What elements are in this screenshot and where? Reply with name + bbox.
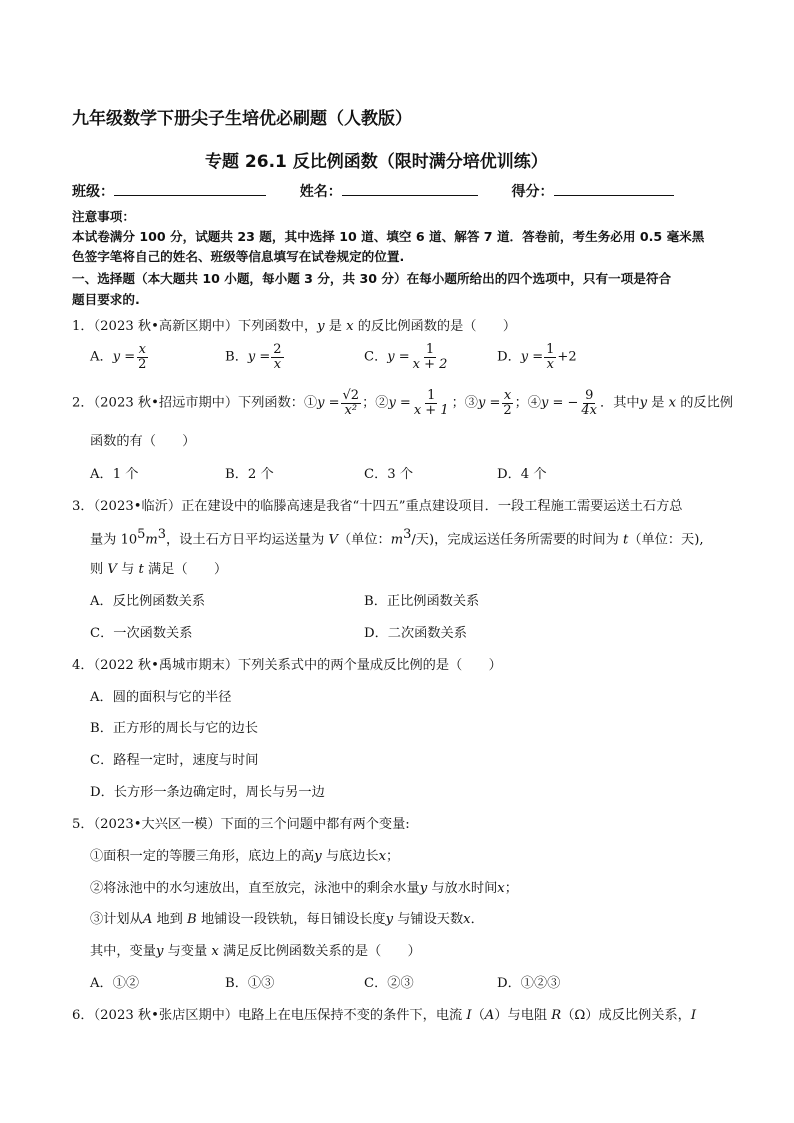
topic-title: 专题 26.1 反比例函数（限时满分培优训练） xyxy=(205,152,548,172)
section1-line-1: 一、选择题（本大题共 10 小题，每小题 3 分，共 30 分）在每小题所给出的四个选项中，只有一项是符合 xyxy=(72,271,672,286)
q6-stem: 6．（2023 秋•张店区期中）电路上在电压保持不变的条件下，电流 I（A）与电阻 R（Ω）成反比例关系，I xyxy=(72,1008,697,1023)
q2-option-b[interactable]: B．2 个 xyxy=(225,467,274,482)
q5-ask: 其中，变量y 与变量 x 满足反比例函数关系的是（ ） xyxy=(90,944,421,959)
name-blank[interactable] xyxy=(342,181,478,196)
section1-line-2: 题目要求的. xyxy=(72,292,140,307)
notice-title: 注意事项： xyxy=(72,209,135,224)
q4-option-d[interactable]: D．长方形一条边确定时，周长与另一边 xyxy=(90,785,325,800)
q2-stem: 2．（2023 秋•招远市期中）下列函数：①y = $\frac{√2}{\text{x²}}$ ；②y = $\frac{1}{x + 1}$ ；③y = $\frac{x}{2}$ ；④y = − $\frac{9}{4x}$ ．其中y 是 x 的反比例 xyxy=(72,388,733,418)
q3-option-a[interactable]: A．反比例函数关系 xyxy=(90,594,206,609)
q5-item-3: ③计划从A 地到 B 地铺设一段铁轨，每日铺设长度y 与铺设天数x． xyxy=(90,912,484,927)
q3-option-d[interactable]: D．二次函数关系 xyxy=(364,626,467,641)
q4-option-a[interactable]: A．圆的面积与它的半径 xyxy=(90,690,232,705)
q4-option-b[interactable]: B．正方形的周长与它的边长 xyxy=(90,721,258,736)
class-blank[interactable] xyxy=(114,181,266,196)
info-line xyxy=(72,181,674,201)
q4-option-c[interactable]: C．路程一定时，速度与时间 xyxy=(90,753,259,768)
notice-line-1: 本试卷满分 100 分，试题共 23 题，其中选择 10 道、填空 6 道、解答 7 道．答卷前，考生务必用 0.5 毫米黑 xyxy=(72,229,705,244)
q1-option-c[interactable]: C．y = $\frac{1}{x + 2}$ xyxy=(364,342,448,372)
q5-option-c[interactable]: C．②③ xyxy=(364,976,414,991)
q3-stem-line-2: 量为 $10^5m^3$，设土石方日平均运送量为 V（单位：$m^3/$天)，完成运送任务所需要的时间为 t（单位：天), xyxy=(90,527,704,548)
notice-line-2: 色签字笔将自己的姓名、班级等信息填写在试卷规定的位置. xyxy=(72,249,405,264)
q1-option-d[interactable]: D．y = $\frac{1}{x}$ +2 xyxy=(497,342,577,372)
q3-stem-line-1: 3．（2023•临沂）正在建设中的临滕高速是我省“十四五”重点建设项目．一段工程施工需要运送土石方总 xyxy=(72,499,683,514)
q5-option-d[interactable]: D．①②③ xyxy=(497,976,561,991)
q5-option-b[interactable]: B．①③ xyxy=(225,976,275,991)
class-label: 班级： xyxy=(72,184,114,200)
q5-item-1: ①面积一定的等腰三角形，底边上的高y 与底边长x； xyxy=(90,849,400,864)
q2-option-c[interactable]: C．3 个 xyxy=(364,467,414,482)
q5-item-2: ②将泳池中的水匀速放出，直至放完，泳池中的剩余水量y 与放水时间x； xyxy=(90,881,518,896)
q2-option-a[interactable]: A．1 个 xyxy=(90,467,139,482)
q5-stem: 5．（2023•大兴区一模）下面的三个问题中都有两个变量: xyxy=(72,817,410,832)
q3-option-b[interactable]: B．正比例函数关系 xyxy=(364,594,480,609)
q5-option-a[interactable]: A．①② xyxy=(90,976,140,991)
name-label: 姓名： xyxy=(299,184,342,200)
q4-stem: 4．（2022 秋•禹城市期末）下列关系式中的两个量成反比例的是（ ） xyxy=(72,658,502,673)
q3-option-c[interactable]: C．一次函数关系 xyxy=(90,626,193,641)
series-title: 九年级数学下册尖子生培优必刷题（人教版） xyxy=(72,109,412,129)
score-label: 得分： xyxy=(511,184,554,200)
q3-stem-line-3: 则 V 与 t 满足（ ） xyxy=(90,562,228,577)
q2-option-d[interactable]: D．4 个 xyxy=(497,467,547,482)
q2-stem-line-2: 函数的有（ ） xyxy=(90,434,196,449)
q1-stem: 1．（2023 秋•高新区期中）下列函数中，y 是 x 的反比例函数的是（ ） xyxy=(72,319,517,334)
q1-option-b[interactable]: B．y = $\frac{2}{x}$ xyxy=(225,342,282,372)
q1-option-a[interactable]: A．y = $\frac{x}{2}$ xyxy=(90,342,147,372)
score-blank[interactable] xyxy=(554,181,674,196)
